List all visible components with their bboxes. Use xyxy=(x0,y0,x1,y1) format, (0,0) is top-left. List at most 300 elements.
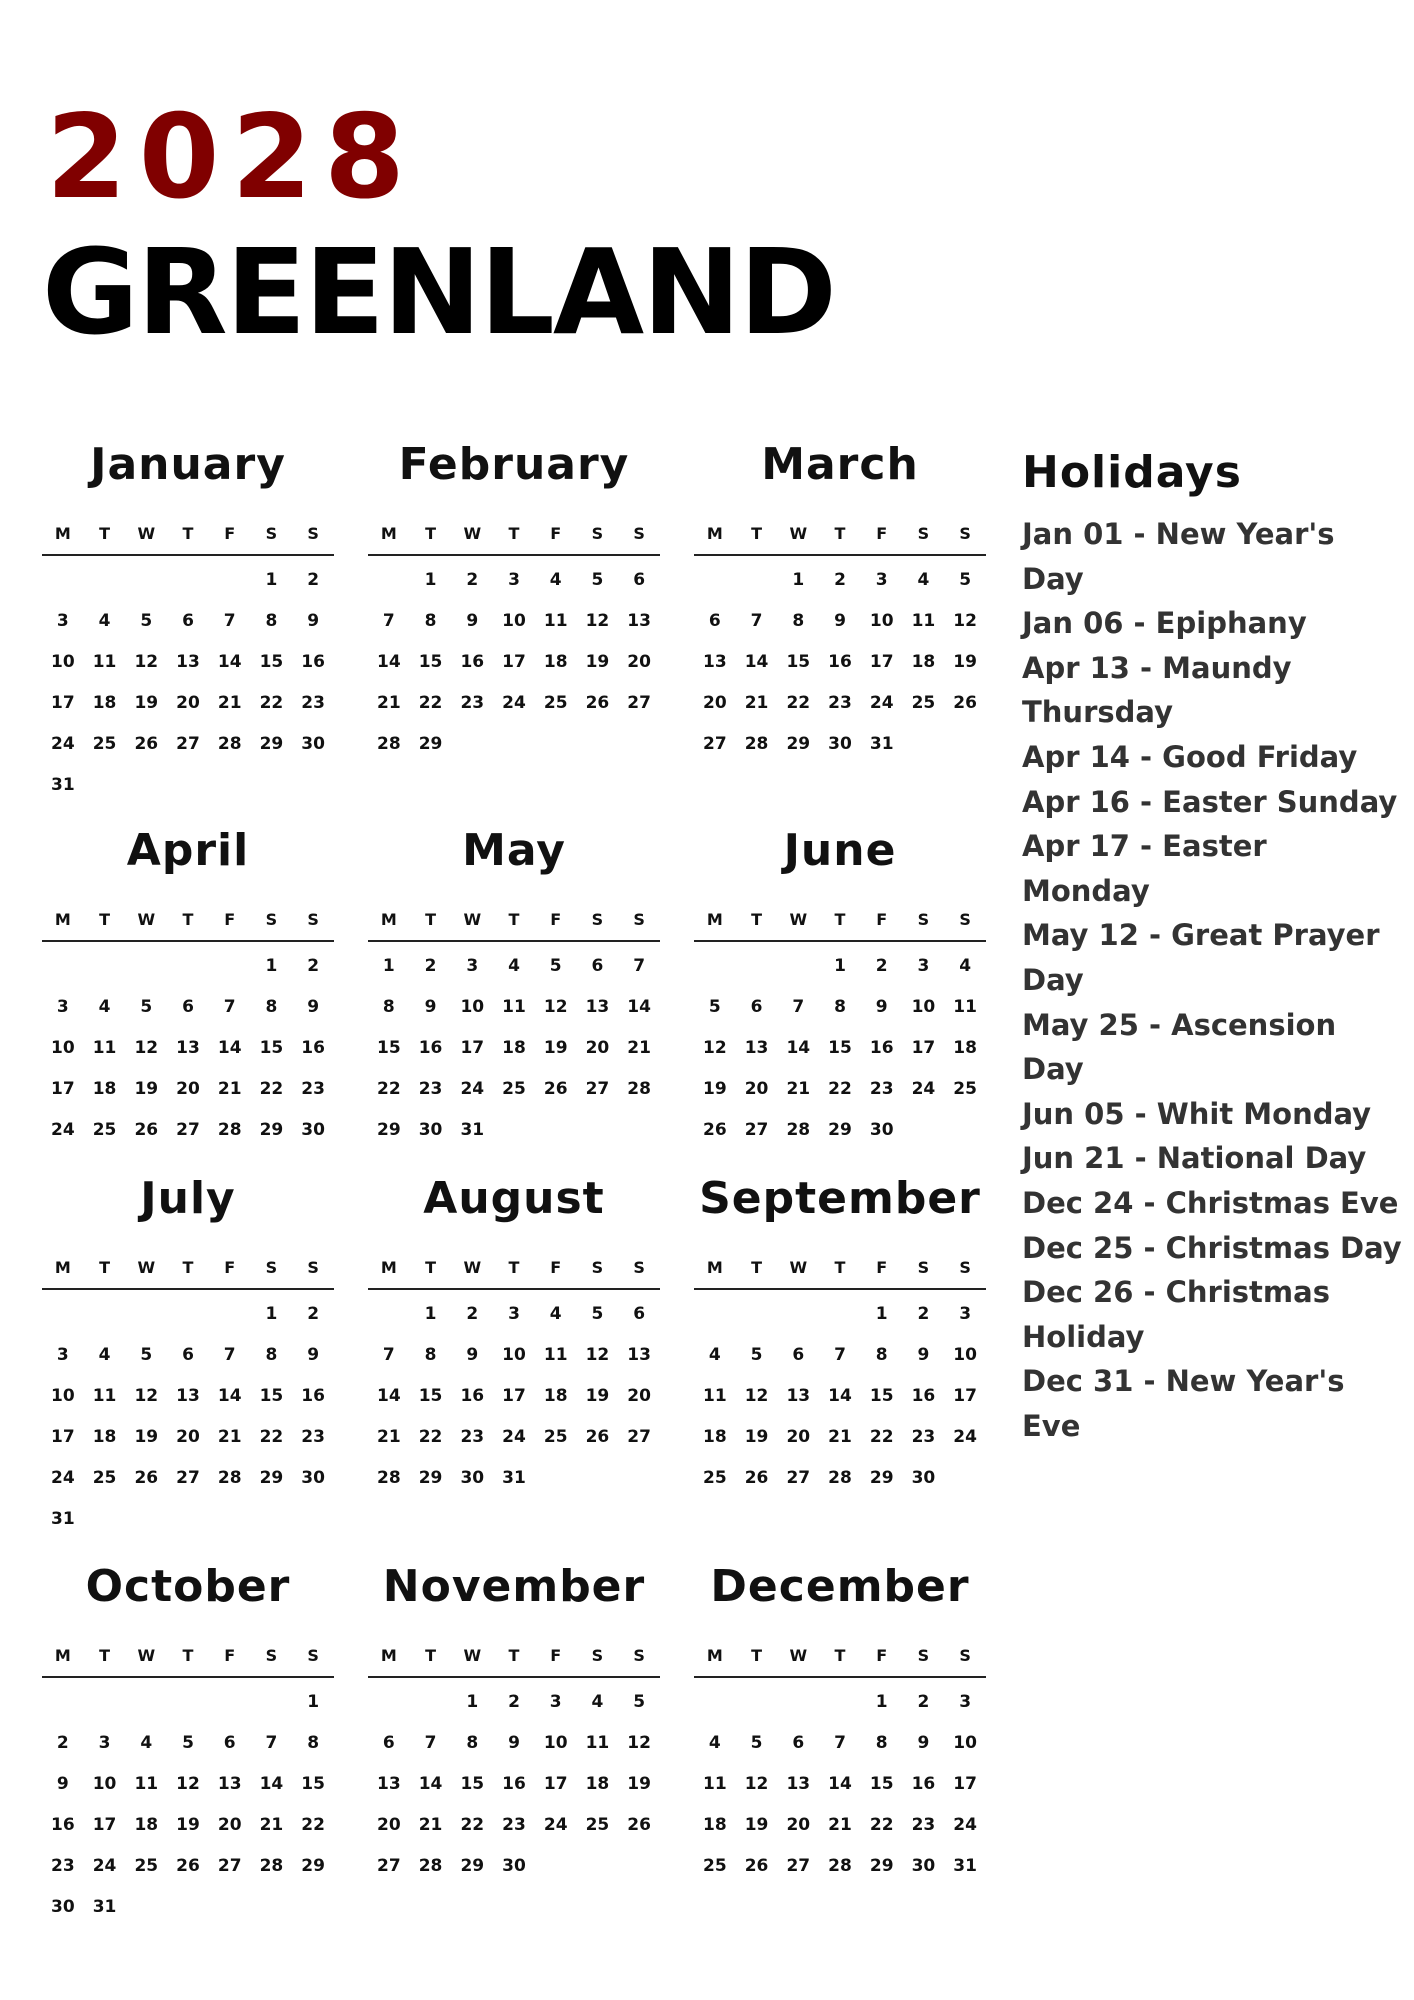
holiday-item: Apr 14 - Good Friday xyxy=(1022,739,1358,774)
day-cell: 27 xyxy=(176,1120,200,1140)
day-cell: 29 xyxy=(259,1468,284,1488)
weekday-label: T xyxy=(834,910,846,929)
day-cell: 20 xyxy=(703,693,727,713)
day-cell: 17 xyxy=(502,652,526,672)
day-cell: 11 xyxy=(502,997,526,1017)
empty-day-cell xyxy=(368,1682,410,1723)
holiday-item: Dec 24 - Christmas Eve xyxy=(1022,1185,1399,1220)
day-cell: 6 xyxy=(633,570,646,590)
day-cell: 3 xyxy=(56,1345,69,1365)
weekday-label: W xyxy=(137,1646,156,1665)
day-cell: 6 xyxy=(182,997,194,1017)
day-cell: 11 xyxy=(585,1733,610,1753)
day-cell: 4 xyxy=(549,1304,562,1324)
day-cell: 29 xyxy=(460,1856,485,1876)
holidays-panel xyxy=(1022,448,1402,1448)
weekday-label: S xyxy=(591,910,604,929)
day-cell: 26 xyxy=(176,1856,200,1876)
day-cell: 12 xyxy=(744,1386,769,1406)
day-cell: 7 xyxy=(750,611,763,631)
day-cell: 24 xyxy=(869,693,894,713)
day-cell: 5 xyxy=(633,1692,646,1712)
weekday-label: S xyxy=(959,910,971,929)
weekday-label: T xyxy=(751,1646,763,1665)
day-cell: 24 xyxy=(51,734,75,754)
day-cell: 2 xyxy=(466,1304,479,1324)
day-cell: 31 xyxy=(460,1120,485,1140)
holiday-item: Apr 13 - Maundy Thursday xyxy=(1022,650,1292,730)
day-cell: 5 xyxy=(182,1733,194,1753)
day-cell: 10 xyxy=(953,1733,977,1753)
weekday-label: W xyxy=(789,524,808,543)
day-cell: 28 xyxy=(786,1120,811,1140)
day-cell: 7 xyxy=(633,956,646,976)
day-cell: 3 xyxy=(56,997,69,1017)
day-cell: 8 xyxy=(834,997,846,1017)
empty-day-cell xyxy=(368,560,410,601)
day-cell: 21 xyxy=(786,1079,811,1099)
weekday-header xyxy=(368,1642,660,1678)
month-name: March xyxy=(761,439,919,490)
day-cell: 9 xyxy=(875,997,888,1017)
day-cell: 19 xyxy=(703,1079,727,1099)
day-cell: 26 xyxy=(744,1856,769,1876)
weekday-label: S xyxy=(591,524,604,543)
day-cell: 16 xyxy=(460,1386,485,1406)
day-cell: 18 xyxy=(92,1079,117,1099)
day-cell: 14 xyxy=(786,1038,811,1058)
day-cell: 18 xyxy=(134,1815,159,1835)
day-cell: 2 xyxy=(508,1692,520,1712)
day-cell: 4 xyxy=(708,1733,721,1753)
day-cell: 14 xyxy=(217,1386,242,1406)
empty-day-cell xyxy=(84,560,126,601)
day-cell: 19 xyxy=(176,1815,200,1835)
day-cell: 17 xyxy=(543,1774,568,1794)
weekday-label: T xyxy=(508,910,520,929)
holiday-item: May 25 - Ascension Day xyxy=(1022,1007,1337,1087)
weekday-label: S xyxy=(265,524,278,543)
day-cell: 24 xyxy=(460,1079,485,1099)
day-cell: 11 xyxy=(92,652,117,672)
weekday-label: F xyxy=(550,910,562,929)
day-cell: 31 xyxy=(92,1897,117,1917)
day-cell: 24 xyxy=(92,1856,117,1876)
month-july xyxy=(42,1174,334,1562)
day-cell: 28 xyxy=(259,1856,284,1876)
month-name: April xyxy=(126,825,250,876)
day-cell: 27 xyxy=(627,693,651,713)
day-cell: 18 xyxy=(543,1386,568,1406)
day-cell: 26 xyxy=(953,693,977,713)
day-cell: 18 xyxy=(92,693,117,713)
weekday-label: F xyxy=(550,1258,562,1277)
day-cell: 5 xyxy=(140,611,153,631)
day-cell: 17 xyxy=(51,1079,75,1099)
day-cell: 27 xyxy=(176,734,200,754)
weekday-header xyxy=(368,906,660,942)
day-cell: 23 xyxy=(301,693,325,713)
day-cell: 24 xyxy=(502,1427,526,1447)
day-cell: 4 xyxy=(959,956,972,976)
day-cell: 25 xyxy=(134,1856,159,1876)
day-cell: 2 xyxy=(466,570,479,590)
day-cell: 22 xyxy=(301,1815,325,1835)
day-cell: 13 xyxy=(786,1386,811,1406)
day-cell: 9 xyxy=(307,611,320,631)
holiday-item: Dec 25 - Christmas Day xyxy=(1022,1230,1402,1265)
day-cell: 1 xyxy=(265,1304,278,1324)
weekday-label: S xyxy=(591,1258,604,1277)
day-cell: 27 xyxy=(217,1856,242,1876)
day-cell: 25 xyxy=(585,1815,610,1835)
day-cell: 10 xyxy=(911,997,936,1017)
weekday-label: W xyxy=(463,524,482,543)
holiday-item: May 12 - Great Prayer Day xyxy=(1022,918,1380,997)
day-cell: 16 xyxy=(911,1386,936,1406)
day-cell: 12 xyxy=(703,1038,727,1058)
day-grid xyxy=(694,1682,986,1887)
day-cell: 25 xyxy=(543,1427,568,1447)
empty-day-cell xyxy=(777,1294,819,1335)
day-cell: 16 xyxy=(301,652,325,672)
weekday-label: T xyxy=(508,1258,520,1277)
day-cell: 4 xyxy=(140,1733,153,1753)
day-cell: 8 xyxy=(424,611,437,631)
empty-day-cell xyxy=(694,946,736,987)
weekday-label: T xyxy=(99,1646,111,1665)
day-cell: 29 xyxy=(786,734,811,754)
day-cell: 16 xyxy=(460,652,485,672)
empty-day-cell xyxy=(84,1682,126,1723)
day-cell: 27 xyxy=(744,1120,769,1140)
day-cell: 8 xyxy=(875,1345,888,1365)
empty-day-cell xyxy=(736,560,778,601)
day-cell: 1 xyxy=(792,570,805,590)
day-cell: 9 xyxy=(307,1345,320,1365)
empty-day-cell xyxy=(368,1294,410,1335)
weekday-label: M xyxy=(380,524,397,543)
weekday-label: S xyxy=(633,1646,645,1665)
weekday-label: W xyxy=(463,910,482,929)
month-november xyxy=(368,1562,660,1922)
day-cell: 8 xyxy=(792,611,805,631)
day-cell: 3 xyxy=(549,1692,562,1712)
day-cell: 2 xyxy=(917,1304,930,1324)
weekday-header xyxy=(42,520,334,556)
day-cell: 29 xyxy=(259,734,284,754)
day-cell: 7 xyxy=(834,1345,846,1365)
month-march xyxy=(694,440,986,826)
day-cell: 13 xyxy=(627,611,651,631)
holiday-item: Dec 26 - Christmas Holiday xyxy=(1022,1275,1330,1354)
month-name: November xyxy=(382,1561,646,1612)
day-cell: 14 xyxy=(828,1774,852,1794)
day-cell: 9 xyxy=(466,611,479,631)
day-cell: 7 xyxy=(382,611,395,631)
weekday-label: S xyxy=(265,1646,278,1665)
month-name: December xyxy=(710,1561,970,1612)
day-cell: 27 xyxy=(627,1427,651,1447)
day-grid xyxy=(42,946,334,1151)
day-cell: 25 xyxy=(92,734,117,754)
day-cell: 30 xyxy=(301,1468,325,1488)
weekday-label: T xyxy=(425,1258,437,1277)
day-cell: 8 xyxy=(265,611,278,631)
day-cell: 28 xyxy=(828,1856,852,1876)
day-cell: 24 xyxy=(911,1079,936,1099)
day-cell: 4 xyxy=(917,570,930,590)
day-cell: 17 xyxy=(953,1774,977,1794)
day-cell: 30 xyxy=(418,1120,443,1140)
day-cell: 15 xyxy=(259,652,284,672)
day-grid xyxy=(368,1294,660,1499)
day-cell: 30 xyxy=(502,1856,526,1876)
day-cell: 8 xyxy=(875,1733,888,1753)
day-cell: 8 xyxy=(265,1345,278,1365)
empty-day-cell xyxy=(736,1294,778,1335)
day-cell: 8 xyxy=(466,1733,479,1753)
day-cell: 31 xyxy=(953,1856,977,1876)
day-cell: 15 xyxy=(259,1386,284,1406)
day-cell: 18 xyxy=(703,1815,727,1835)
day-cell: 21 xyxy=(418,1815,443,1835)
day-cell: 26 xyxy=(134,1120,159,1140)
day-cell: 23 xyxy=(460,693,485,713)
day-cell: 23 xyxy=(502,1815,526,1835)
day-cell: 13 xyxy=(377,1774,401,1794)
day-cell: 1 xyxy=(424,1304,437,1324)
day-cell: 12 xyxy=(585,611,610,631)
weekday-label: M xyxy=(380,910,397,929)
day-cell: 15 xyxy=(460,1774,485,1794)
day-cell: 13 xyxy=(176,1386,200,1406)
day-cell: 10 xyxy=(502,611,526,631)
day-cell: 14 xyxy=(217,1038,242,1058)
day-grid xyxy=(368,1682,660,1887)
day-cell: 9 xyxy=(917,1345,930,1365)
day-cell: 22 xyxy=(259,693,284,713)
weekday-label: M xyxy=(54,910,71,929)
month-april xyxy=(42,826,334,1174)
day-cell: 13 xyxy=(703,652,727,672)
day-cell: 14 xyxy=(377,1386,401,1406)
weekday-label: F xyxy=(224,524,236,543)
empty-day-cell xyxy=(125,1294,167,1335)
weekday-label: M xyxy=(54,1646,71,1665)
day-cell: 5 xyxy=(750,1345,763,1365)
year-heading: 2028 xyxy=(46,90,417,225)
day-cell: 23 xyxy=(460,1427,485,1447)
day-cell: 2 xyxy=(56,1733,69,1753)
weekday-header xyxy=(42,1642,334,1678)
month-name: February xyxy=(398,439,630,490)
day-cell: 4 xyxy=(549,570,562,590)
day-cell: 18 xyxy=(543,652,568,672)
day-cell: 16 xyxy=(301,1386,325,1406)
day-cell: 26 xyxy=(627,1815,651,1835)
day-cell: 7 xyxy=(424,1733,437,1753)
empty-day-cell xyxy=(167,946,209,987)
day-cell: 2 xyxy=(917,1692,930,1712)
day-cell: 14 xyxy=(418,1774,443,1794)
month-june xyxy=(694,826,986,1174)
weekday-label: W xyxy=(789,1258,808,1277)
day-cell: 14 xyxy=(217,652,242,672)
day-cell: 20 xyxy=(217,1815,242,1835)
day-cell: 29 xyxy=(869,1468,894,1488)
holiday-list xyxy=(1022,512,1402,1448)
day-cell: 26 xyxy=(134,734,159,754)
weekday-label: T xyxy=(508,1646,520,1665)
day-cell: 20 xyxy=(176,1427,200,1447)
holiday-item: Jan 06 - Epiphany xyxy=(1022,606,1307,641)
weekday-label: M xyxy=(706,1258,723,1277)
weekday-header xyxy=(368,520,660,556)
day-cell: 7 xyxy=(265,1733,278,1753)
months-grid xyxy=(42,440,986,1922)
weekday-label: T xyxy=(508,524,520,543)
empty-day-cell xyxy=(167,1682,209,1723)
day-cell: 12 xyxy=(543,997,568,1017)
day-cell: 9 xyxy=(307,997,320,1017)
holiday-item: Jun 05 - Whit Monday xyxy=(1022,1096,1372,1131)
day-cell: 12 xyxy=(134,1386,159,1406)
day-cell: 10 xyxy=(92,1774,117,1794)
weekday-label: W xyxy=(463,1258,482,1277)
day-cell: 2 xyxy=(834,570,846,590)
weekday-label: S xyxy=(917,910,930,929)
day-cell: 20 xyxy=(176,1079,200,1099)
day-cell: 12 xyxy=(744,1774,769,1794)
day-cell: 6 xyxy=(708,611,721,631)
day-cell: 3 xyxy=(56,611,69,631)
day-cell: 1 xyxy=(382,956,395,976)
holiday-item: Dec 31 - New Year's Eve xyxy=(1022,1364,1345,1443)
weekday-label: T xyxy=(834,1646,846,1665)
day-cell: 19 xyxy=(543,1038,568,1058)
day-cell: 17 xyxy=(953,1386,977,1406)
empty-day-cell xyxy=(125,946,167,987)
day-cell: 21 xyxy=(217,693,242,713)
day-cell: 19 xyxy=(627,1774,651,1794)
month-january xyxy=(42,440,334,826)
day-cell: 30 xyxy=(911,1856,936,1876)
day-cell: 22 xyxy=(259,1079,284,1099)
day-cell: 28 xyxy=(217,1120,242,1140)
day-grid xyxy=(694,1294,986,1499)
empty-day-cell xyxy=(84,946,126,987)
day-cell: 27 xyxy=(786,1468,811,1488)
day-cell: 15 xyxy=(418,652,443,672)
day-cell: 12 xyxy=(585,1345,610,1365)
weekday-label: T xyxy=(182,910,194,929)
day-cell: 1 xyxy=(307,1692,320,1712)
day-cell: 21 xyxy=(744,693,769,713)
day-cell: 23 xyxy=(911,1815,936,1835)
day-cell: 12 xyxy=(176,1774,200,1794)
day-cell: 21 xyxy=(377,693,401,713)
day-cell: 30 xyxy=(51,1897,75,1917)
day-cell: 19 xyxy=(134,1079,159,1099)
day-cell: 23 xyxy=(301,1079,325,1099)
day-cell: 15 xyxy=(786,652,811,672)
day-cell: 17 xyxy=(502,1386,526,1406)
day-grid xyxy=(694,946,986,1151)
holiday-item: Jun 21 - National Day xyxy=(1022,1141,1367,1176)
day-cell: 5 xyxy=(549,956,562,976)
weekday-label: T xyxy=(99,524,111,543)
day-cell: 1 xyxy=(834,956,846,976)
day-cell: 4 xyxy=(98,997,111,1017)
day-cell: 6 xyxy=(792,1733,805,1753)
weekday-label: S xyxy=(917,1646,930,1665)
day-cell: 29 xyxy=(418,1468,443,1488)
day-cell: 21 xyxy=(217,1427,242,1447)
day-cell: 21 xyxy=(217,1079,242,1099)
day-cell: 25 xyxy=(953,1079,977,1099)
weekday-header xyxy=(42,906,334,942)
day-cell: 17 xyxy=(51,693,75,713)
weekday-header xyxy=(694,906,986,942)
weekday-label: S xyxy=(591,1646,604,1665)
day-cell: 1 xyxy=(466,1692,479,1712)
day-cell: 2 xyxy=(307,570,320,590)
day-cell: 21 xyxy=(828,1815,852,1835)
day-cell: 5 xyxy=(959,570,972,590)
day-cell: 28 xyxy=(377,1468,401,1488)
weekday-label: T xyxy=(182,1646,194,1665)
day-cell: 15 xyxy=(377,1038,401,1058)
day-cell: 29 xyxy=(828,1120,852,1140)
weekday-label: S xyxy=(633,910,645,929)
day-cell: 29 xyxy=(869,1856,894,1876)
day-cell: 9 xyxy=(917,1733,930,1753)
day-cell: 28 xyxy=(418,1856,443,1876)
weekday-label: W xyxy=(137,1258,156,1277)
day-cell: 12 xyxy=(953,611,977,631)
day-cell: 10 xyxy=(460,997,485,1017)
day-cell: 22 xyxy=(259,1427,284,1447)
day-cell: 24 xyxy=(953,1815,977,1835)
day-cell: 8 xyxy=(382,997,395,1017)
day-cell: 11 xyxy=(703,1386,727,1406)
day-cell: 22 xyxy=(869,1815,894,1835)
empty-day-cell xyxy=(42,946,84,987)
day-cell: 1 xyxy=(265,956,278,976)
day-cell: 19 xyxy=(585,1386,610,1406)
day-cell: 10 xyxy=(51,1386,75,1406)
weekday-label: T xyxy=(425,524,437,543)
day-cell: 3 xyxy=(508,570,520,590)
day-cell: 15 xyxy=(259,1038,284,1058)
day-cell: 20 xyxy=(176,693,200,713)
weekday-label: F xyxy=(224,1646,236,1665)
day-cell: 11 xyxy=(953,997,977,1017)
holiday-item: Apr 17 - Easter Monday xyxy=(1022,829,1267,908)
day-cell: 22 xyxy=(418,1427,443,1447)
day-cell: 22 xyxy=(786,693,811,713)
day-cell: 5 xyxy=(750,1733,763,1753)
weekday-label: T xyxy=(182,524,194,543)
day-cell: 6 xyxy=(792,1345,805,1365)
weekday-label: T xyxy=(99,910,111,929)
weekday-label: F xyxy=(876,1646,888,1665)
day-cell: 5 xyxy=(140,997,153,1017)
empty-day-cell xyxy=(125,560,167,601)
day-cell: 1 xyxy=(875,1304,888,1324)
day-cell: 6 xyxy=(382,1733,395,1753)
